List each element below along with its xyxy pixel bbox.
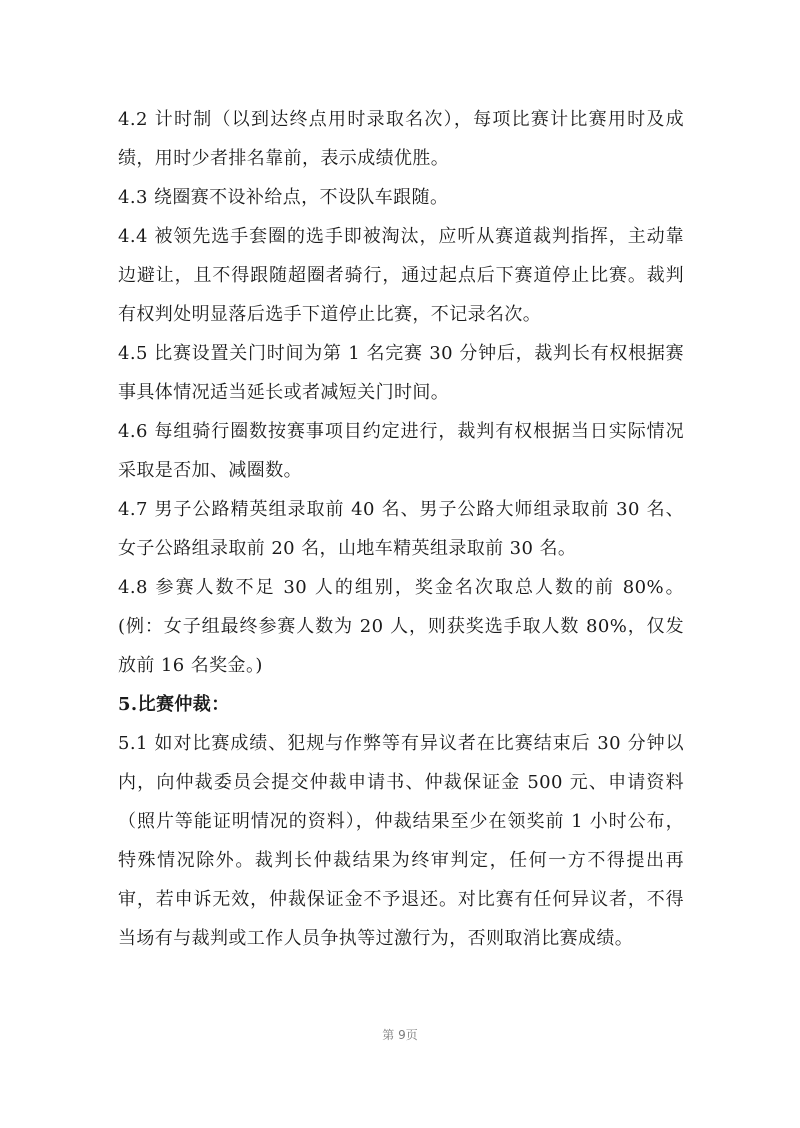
paragraph-4-4: 4.4 被领先选手套圈的选手即被淘汰，应听从赛道裁判指挥，主动靠边避让，且不得跟随超圈者骑行，通过起点后下赛道停止比赛。裁判有权判处明显落后选手下道停止比赛，不记录名次。 — [118, 226, 684, 325]
paragraph-4-6: 4.6 每组骑行圈数按赛事项目约定进行，裁判有权根据当日实际情况采取是否加、减圈数。 — [118, 421, 684, 481]
document-body — [118, 100, 684, 958]
paragraph-4-3: 4.3 绕圈赛不设补给点，不设队车跟随。 — [118, 187, 449, 208]
paragraph-4-7: 4.7 男子公路精英组录取前 40 名、男子公路大师组录取前 30 名、女子公路组录取前 20 名，山地车精英组录取前 30 名。 — [118, 499, 684, 559]
paragraph-5-1: 5.1 如对比赛成绩、犯规与作弊等有异议者在比赛结束后 30 分钟以内，向仲裁委员会提交仲裁申请书、仲裁保证金 500 元、申请资料（照片等能证明情况的资料），仲裁结果至少在领奖前 1 小时公布，特殊情况除外。裁判长仲裁结果为终审判定，任何一方不得提出再审，若申诉无效，仲裁保证金不予退还。对比赛有任何异议者，不得当场有与裁判或工作人员争执等过激行为，否则取消比赛成绩。 — [118, 733, 684, 949]
paragraph-4-8: 4.8 参赛人数不足 30 人的组别，奖金名次取总人数的前 80%。(例：女子组最终参赛人数为 20 人，则获奖选手取人数 80%，仅发放前 16 名奖金。) — [118, 577, 684, 676]
page-number: 第 9页 — [382, 1028, 418, 1042]
paragraph-4-5: 4.5 比赛设置关门时间为第 1 名完赛 30 分钟后，裁判长有权根据赛事具体情况适当延长或者减短关门时间。 — [118, 343, 684, 403]
paragraph-4-2: 4.2 计时制（以到达终点用时录取名次），每项比赛计比赛用时及成绩，用时少者排名靠前，表示成绩优胜。 — [118, 109, 684, 169]
section-heading-arbitration: 5.比赛仲裁： — [118, 694, 230, 715]
